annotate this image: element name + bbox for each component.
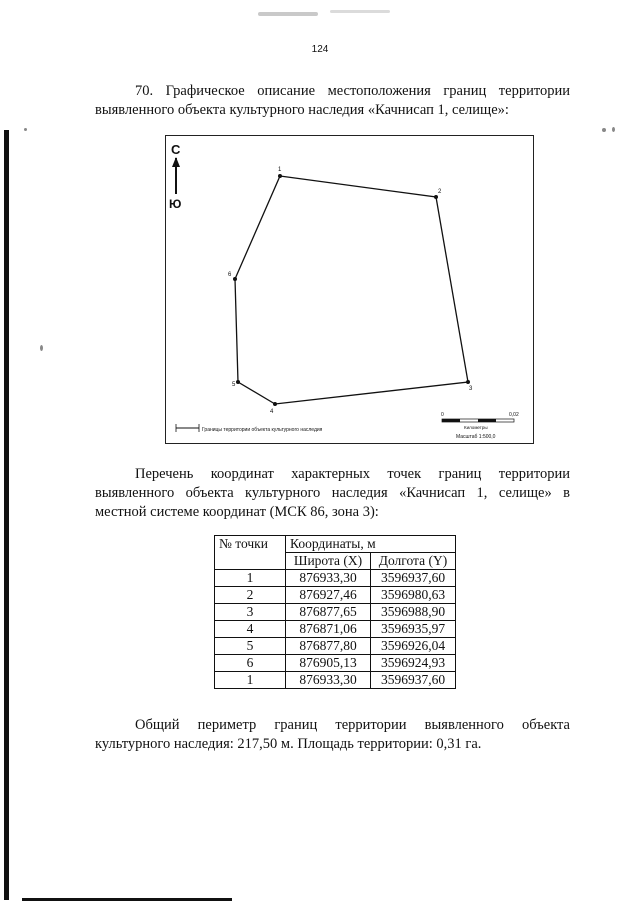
table-row — [215, 638, 456, 655]
legend-label: Границы территории объекта культурного наследия — [202, 427, 323, 433]
table-row — [215, 621, 456, 638]
intro-line-3: местной системе координат (МСК 86, зона 3): — [95, 504, 379, 520]
scale-bar-fill — [442, 419, 460, 422]
boundary-point — [466, 380, 470, 384]
north-label: С — [171, 142, 181, 157]
summary-line-1: Общий периметр границ территории выявленного объекта — [135, 717, 570, 733]
cell-x: 876927,46 — [286, 587, 371, 604]
scan-speck — [330, 10, 390, 13]
cell-y: 3596937,60 — [371, 570, 456, 587]
header-coords: Координаты, м — [286, 536, 456, 553]
table-row — [215, 570, 456, 587]
boundary-point — [233, 277, 237, 281]
scan-speck — [602, 128, 606, 132]
cell-point: 6 — [215, 655, 286, 672]
scale-unit: Километры — [464, 425, 488, 430]
header-point: № точки — [215, 536, 286, 570]
summary-paragraph — [95, 716, 570, 754]
point-label: 4 — [270, 409, 274, 415]
header-x: Широта (X) — [286, 553, 371, 570]
cell-point: 2 — [215, 587, 286, 604]
scale-end: 0,02 — [509, 412, 519, 418]
cell-y: 3596988,90 — [371, 604, 456, 621]
cell-x: 876905,13 — [286, 655, 371, 672]
coordinates-table — [214, 535, 456, 689]
point-label: 5 — [232, 382, 236, 388]
cell-point: 3 — [215, 604, 286, 621]
coordinates-intro — [95, 465, 570, 522]
cell-point: 4 — [215, 621, 286, 638]
point-label: 1 — [278, 167, 282, 173]
cell-point: 5 — [215, 638, 286, 655]
section-heading — [95, 82, 570, 120]
scan-speck — [40, 345, 43, 351]
point-label: 3 — [469, 386, 473, 392]
boundary-map — [165, 135, 534, 444]
scan-speck — [258, 12, 318, 16]
scan-edge-bottom — [22, 898, 232, 901]
boundary-point — [273, 402, 277, 406]
cell-y: 3596924,93 — [371, 655, 456, 672]
boundary-point — [434, 195, 438, 199]
heading-line-1: 70. Графическое описание местоположения границ территории — [135, 83, 570, 99]
cell-point: 1 — [215, 570, 286, 587]
cell-y: 3596926,04 — [371, 638, 456, 655]
heading-line-2: выявленного объекта культурного наследия «Качнисап 1, селище»: — [95, 102, 509, 118]
table-row — [215, 672, 456, 689]
scan-speck — [612, 127, 615, 132]
cell-x: 876933,30 — [286, 672, 371, 689]
table-row — [215, 587, 456, 604]
boundary-point — [236, 380, 240, 384]
cell-x: 876933,30 — [286, 570, 371, 587]
scan-speck — [24, 128, 27, 131]
point-label: 6 — [228, 272, 232, 278]
scale-bar-fill — [478, 419, 496, 422]
intro-line-1: Перечень координат характерных точек границ территории — [135, 466, 570, 482]
scan-edge-left — [4, 130, 9, 900]
cell-y: 3596935,97 — [371, 621, 456, 638]
cell-x: 876877,65 — [286, 604, 371, 621]
north-arrow-head-icon — [172, 157, 180, 167]
cell-x: 876877,80 — [286, 638, 371, 655]
summary-line-2: культурного наследия: 217,50 м. Площадь территории: 0,31 га. — [95, 736, 482, 752]
boundary-point — [278, 174, 282, 178]
page-number: 124 — [311, 44, 329, 55]
intro-line-2: выявленного объекта культурного наследия «Качнисап 1, селище» в — [95, 485, 570, 501]
cell-y: 3596937,60 — [371, 672, 456, 689]
scale-start: 0 — [441, 412, 444, 418]
cell-y: 3596980,63 — [371, 587, 456, 604]
header-y: Долгота (Y) — [371, 553, 456, 570]
point-label: 2 — [438, 189, 442, 195]
table-row — [215, 604, 456, 621]
cell-point: 1 — [215, 672, 286, 689]
boundary-polygon — [235, 176, 468, 404]
scale-text: Масштаб 1:500,0 — [456, 434, 496, 440]
table-row — [215, 655, 456, 672]
south-label: Ю — [169, 197, 182, 211]
table-header-row — [215, 536, 456, 553]
cell-x: 876871,06 — [286, 621, 371, 638]
